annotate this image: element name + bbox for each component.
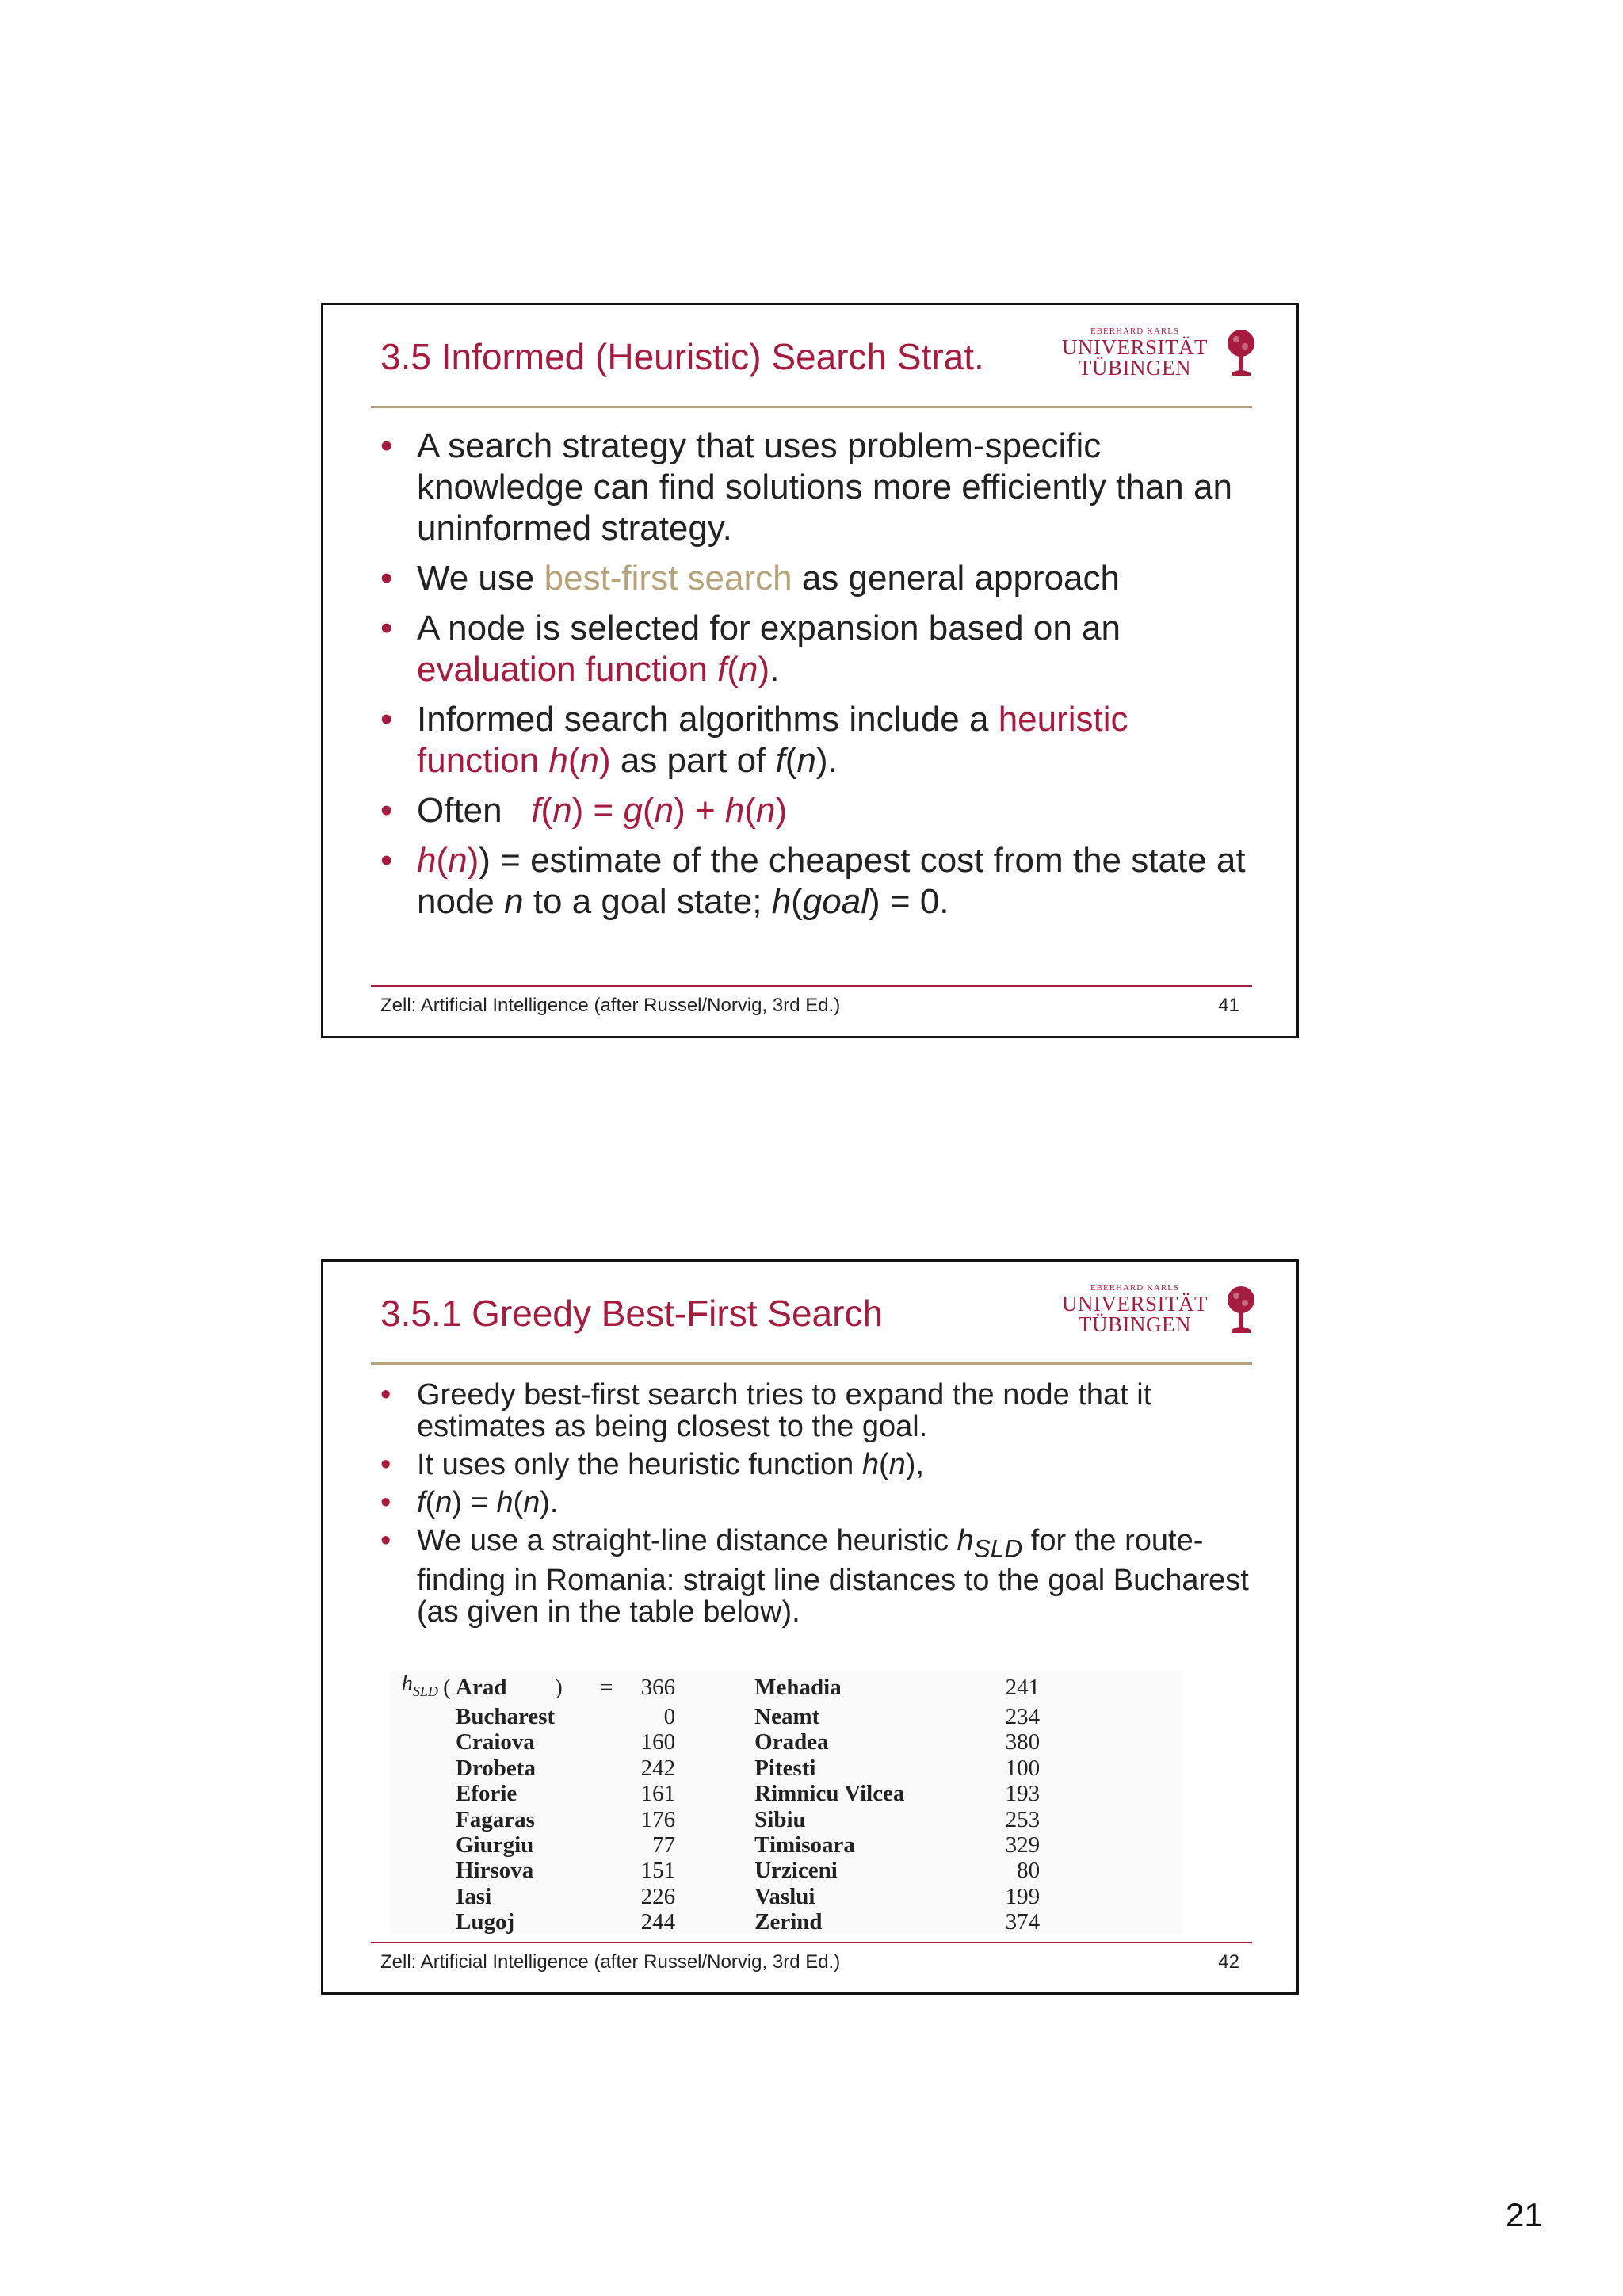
distance-value: 80 [1017, 1858, 1041, 1884]
h-sld-label: $h_{SLD}$ [401, 1671, 438, 1699]
empty-cell [555, 1781, 586, 1806]
empty-cell [438, 1832, 456, 1858]
slide-footer: Zell: Artificial Intelligence (after Russel/Norvig, 3rd Ed.) [380, 995, 841, 1016]
city-name: Rimnicu Vilcea [754, 1781, 905, 1807]
distance-value: 244 [640, 1909, 676, 1935]
open-paren: ( [443, 1674, 451, 1700]
distance-value: 193 [1005, 1781, 1041, 1807]
close-paren: ) [555, 1674, 563, 1700]
city-name: Urziceni [754, 1858, 838, 1884]
city-name: Craiova [456, 1729, 535, 1755]
city-name: Vaslui [754, 1883, 815, 1909]
empty-cell [555, 1806, 586, 1832]
footer-rule [371, 1942, 1252, 1943]
empty-cell [586, 1858, 626, 1883]
city-name: Giurgiu [456, 1832, 534, 1858]
empty-cell [438, 1781, 456, 1806]
empty-cell [675, 1884, 754, 1909]
slide-page-number: 41 [1218, 995, 1239, 1016]
city-name: Lugoj [456, 1909, 515, 1935]
distance-value: 176 [640, 1806, 676, 1832]
logo-line2: UNIVERSITÄT [1062, 335, 1208, 359]
bullet-list [380, 1379, 1249, 1634]
sld-distance-table [391, 1671, 1040, 1935]
empty-cell [586, 1729, 626, 1755]
distance-value: 226 [640, 1883, 676, 1909]
empty-cell [586, 1909, 626, 1935]
empty-cell [438, 1704, 456, 1729]
slide-41 [321, 303, 1299, 1038]
distance-value: 253 [1005, 1806, 1041, 1832]
table-row [391, 1755, 1040, 1781]
city-name: Neamt [754, 1703, 820, 1729]
distance-value: 234 [1005, 1703, 1041, 1729]
city-name: Zerind [754, 1909, 823, 1935]
distance-value: 161 [640, 1781, 676, 1807]
empty-cell [391, 1832, 438, 1858]
city-name: Eforie [456, 1781, 517, 1807]
table-row [391, 1704, 1040, 1729]
city-name: Timisoara [754, 1832, 855, 1858]
empty-cell [555, 1832, 586, 1858]
distance-value: 151 [640, 1858, 676, 1884]
bullet-item: • A search strategy that uses problem-specific knowledge can find solutions more efficiently than an uninformed strategy. [380, 426, 1249, 549]
city-name: Iasi [456, 1883, 492, 1909]
university-logo [1055, 1282, 1257, 1338]
table-row [391, 1781, 1040, 1806]
slide-footer: Zell: Artificial Intelligence (after Russel/Norvig, 3rd Ed.) [380, 1951, 841, 1973]
empty-cell [675, 1858, 754, 1883]
empty-cell [391, 1781, 438, 1806]
empty-cell [586, 1884, 626, 1909]
tree-emblem-icon [1225, 327, 1257, 378]
city-name: Arad [456, 1674, 507, 1700]
table-row [391, 1671, 1040, 1704]
sld-table-figure [391, 1671, 1183, 1934]
table-row [391, 1806, 1040, 1832]
empty-cell [391, 1806, 438, 1832]
table-row [391, 1884, 1040, 1909]
empty-cell [555, 1858, 586, 1883]
bullet-item: • f(n) = h(n). [380, 1487, 1249, 1519]
title-rule [371, 406, 1252, 408]
empty-cell [438, 1806, 456, 1832]
empty-cell [586, 1755, 626, 1781]
empty-cell [675, 1755, 754, 1781]
empty-cell [438, 1755, 456, 1781]
footer-rule [371, 985, 1252, 987]
bullet-item: • We use a straight-line distance heuristic $h_{SLD}$ for the route-finding in Romania: straigt line distances to the goal Bucharest (as given in the table below). [380, 1525, 1249, 1628]
title-rule [371, 1362, 1252, 1365]
bullet-item: • Informed search algorithms include a heuristic function h(n) as part of f(n). [380, 699, 1249, 781]
city-name: Oradea [754, 1729, 829, 1755]
empty-cell [586, 1832, 626, 1858]
distance-value: 77 [652, 1832, 676, 1858]
city-name: Pitesti [754, 1755, 816, 1781]
distance-value: 374 [1005, 1909, 1041, 1935]
city-name: Bucharest [456, 1703, 556, 1729]
table-row [391, 1832, 1040, 1858]
bullet-item: • Greedy best-first search tries to expand the node that it estimates as being closest to the goal. [380, 1379, 1249, 1442]
distance-value: 366 [640, 1674, 676, 1700]
empty-cell [555, 1884, 586, 1909]
university-logo [1055, 326, 1257, 381]
empty-cell [391, 1755, 438, 1781]
bullet-item: • h(n)) = estimate of the cheapest cost from the state at node n to a goal state; h(goal) = 0. [380, 840, 1249, 923]
bullet-item: • It uses only the heuristic function h(n), [380, 1449, 1249, 1480]
empty-cell [675, 1806, 754, 1832]
empty-cell [438, 1909, 456, 1935]
distance-value: 199 [1005, 1883, 1041, 1909]
city-name: Sibiu [754, 1806, 806, 1832]
slide-title: 3.5.1 Greedy Best-First Search [380, 1293, 884, 1334]
city-name: Mehadia [754, 1674, 842, 1700]
empty-cell [555, 1729, 586, 1755]
empty-cell [391, 1704, 438, 1729]
table-row [391, 1729, 1040, 1755]
empty-cell [555, 1755, 586, 1781]
distance-value: 380 [1005, 1729, 1041, 1755]
distance-value: 242 [640, 1755, 676, 1781]
table-row [391, 1909, 1040, 1935]
empty-cell [438, 1729, 456, 1755]
logo-line1: EBERHARD KARLS [1090, 327, 1180, 336]
empty-cell [391, 1729, 438, 1755]
empty-cell [675, 1671, 754, 1704]
empty-cell [586, 1781, 626, 1806]
city-name: Drobeta [456, 1755, 536, 1781]
logo-line3: TÜBINGEN [1079, 356, 1191, 380]
empty-cell [555, 1704, 586, 1729]
bullet-list [380, 426, 1249, 931]
distance-value: 0 [663, 1703, 676, 1729]
bullet-item: • Often f(n) = g(n) + h(n) [380, 790, 1249, 831]
empty-cell [586, 1704, 626, 1729]
empty-cell [391, 1909, 438, 1935]
slide-42 [321, 1259, 1299, 1995]
slide-title: 3.5 Informed (Heuristic) Search Strat. [380, 336, 984, 377]
logo-line3: TÜBINGEN [1079, 1312, 1191, 1336]
logo-line2: UNIVERSITÄT [1062, 1292, 1208, 1316]
empty-cell [438, 1858, 456, 1883]
empty-cell [675, 1832, 754, 1858]
empty-cell [675, 1909, 754, 1935]
tree-emblem-icon [1225, 1284, 1257, 1335]
city-name: Hirsova [456, 1858, 534, 1884]
handout-page-number: 21 [1506, 2196, 1543, 2233]
distance-value: 241 [1005, 1674, 1041, 1700]
empty-cell [438, 1884, 456, 1909]
distance-value: 100 [1005, 1755, 1041, 1781]
empty-cell [391, 1858, 438, 1883]
empty-cell [675, 1704, 754, 1729]
empty-cell [675, 1781, 754, 1806]
bullet-item: • We use best-first search as general approach [380, 558, 1249, 599]
slide-page-number: 42 [1218, 1951, 1239, 1973]
distance-value: 329 [1005, 1832, 1041, 1858]
table-row [391, 1858, 1040, 1883]
empty-cell [555, 1909, 586, 1935]
empty-cell [586, 1806, 626, 1832]
logo-line1: EBERHARD KARLS [1090, 1283, 1180, 1293]
bullet-item: • A node is selected for expansion based on an evaluation function f(n). [380, 608, 1249, 690]
empty-cell [391, 1884, 438, 1909]
equals-sign: = [599, 1674, 613, 1700]
city-name: Fagaras [456, 1806, 535, 1832]
distance-value: 160 [640, 1729, 676, 1755]
empty-cell [675, 1729, 754, 1755]
